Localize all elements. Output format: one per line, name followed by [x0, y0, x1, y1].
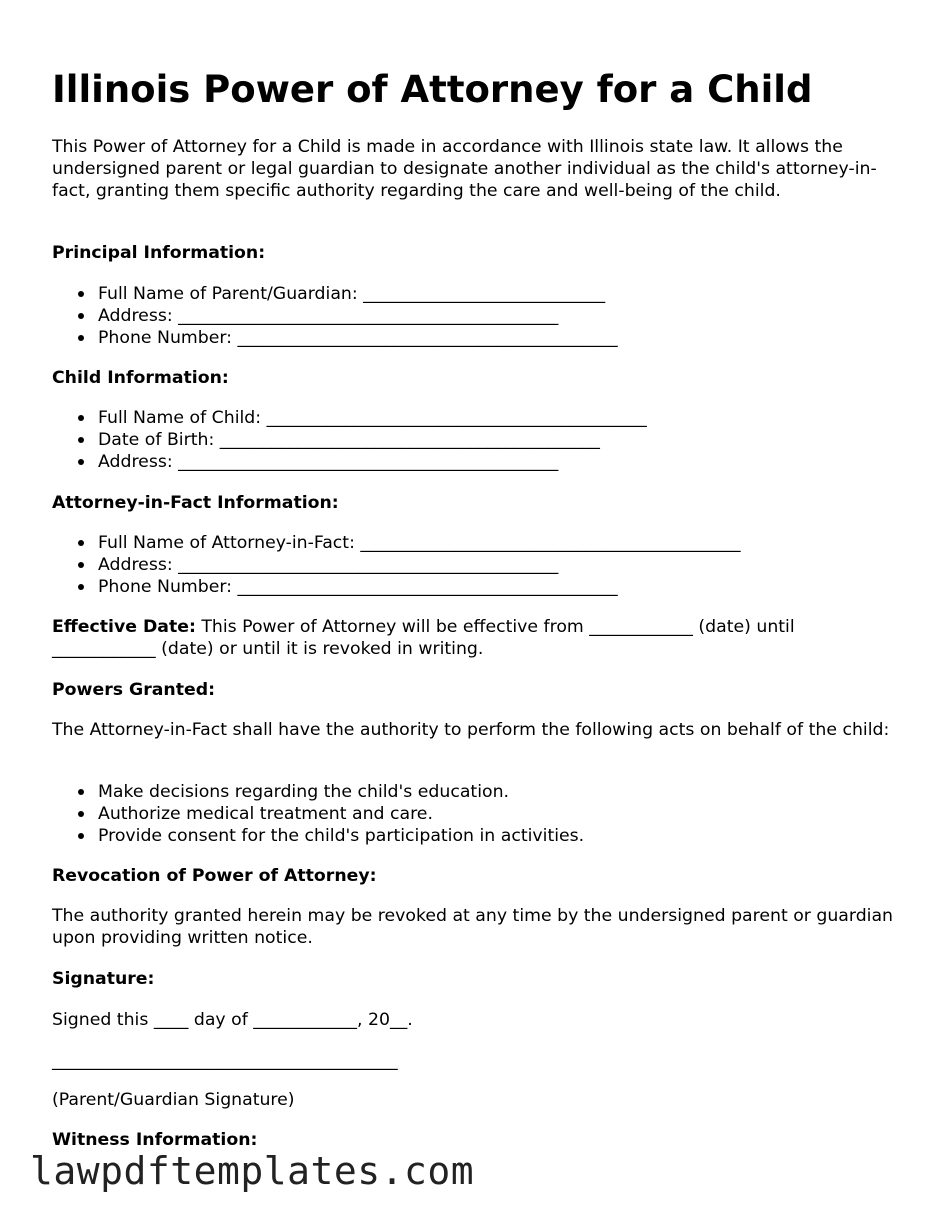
attorney-list-container: [52, 532, 902, 598]
child-dob-field[interactable]: Date of Birth: ____________________________________________: [98, 429, 902, 451]
principal-parent-name-field[interactable]: Full Name of Parent/Guardian: ____________________________: [98, 283, 902, 305]
attorney-address-field[interactable]: Address: ____________________________________________: [98, 554, 902, 576]
watermark-text: lawpdftemplates.com: [30, 1149, 475, 1193]
signed-date-line[interactable]: Signed this ____ day of ____________, 20__.: [52, 1010, 413, 1030]
principal-phone-field[interactable]: Phone Number: ____________________________________________: [98, 327, 902, 349]
effective-date-paragraph: [52, 616, 902, 660]
power-item-medical: Authorize medical treatment and care.: [98, 803, 902, 825]
effective-date-text[interactable]: This Power of Attorney will be effective from ____________ (date) until ____________ (date) or until it is revoked in writing.: [52, 617, 795, 659]
attorney-phone-field[interactable]: Phone Number: ____________________________________________: [98, 576, 902, 598]
child-list: [52, 407, 902, 473]
attorney-list: [52, 532, 902, 598]
child-name-field[interactable]: Full Name of Child: ____________________________________________: [98, 407, 902, 429]
effective-date-label: Effective Date:: [52, 617, 196, 637]
revocation-text: The authority granted herein may be revoked at any time by the undersigned parent or guardian upon providing written notice.: [52, 906, 894, 948]
principal-list: [52, 283, 902, 349]
powers-intro: The Attorney-in-Fact shall have the authority to perform the following acts on behalf of the child:: [52, 720, 890, 740]
signature-heading: Signature:: [52, 969, 155, 989]
signature-line[interactable]: ________________________________________: [52, 1051, 398, 1071]
document-title: Illinois Power of Attorney for a Child: [52, 68, 813, 111]
powers-list-container: [52, 781, 902, 847]
powers-list: [52, 781, 902, 847]
revocation-heading: Revocation of Power of Attorney:: [52, 866, 377, 886]
principal-address-field[interactable]: Address: ____________________________________________: [98, 305, 902, 327]
witness-heading: Witness Information:: [52, 1130, 258, 1150]
power-item-activities: Provide consent for the child's participation in activities.: [98, 825, 902, 847]
principal-list-container: [52, 283, 902, 349]
signature-caption: (Parent/Guardian Signature): [52, 1090, 295, 1110]
attorney-heading: Attorney-in-Fact Information:: [52, 493, 339, 513]
powers-heading: Powers Granted:: [52, 680, 215, 700]
power-item-education: Make decisions regarding the child's education.: [98, 781, 902, 803]
child-heading: Child Information:: [52, 368, 229, 388]
attorney-name-field[interactable]: Full Name of Attorney-in-Fact: ____________________________________________: [98, 532, 902, 554]
principal-heading: Principal Information:: [52, 243, 266, 263]
intro-paragraph: This Power of Attorney for a Child is made in accordance with Illinois state law. It allows the undersigned parent or legal guardian to designate another individual as the child's attorney-in-fact, granting them specific authority regarding the care and well-being of the child.: [52, 137, 877, 201]
child-address-field[interactable]: Address: ____________________________________________: [98, 451, 902, 473]
child-list-container: [52, 407, 902, 473]
